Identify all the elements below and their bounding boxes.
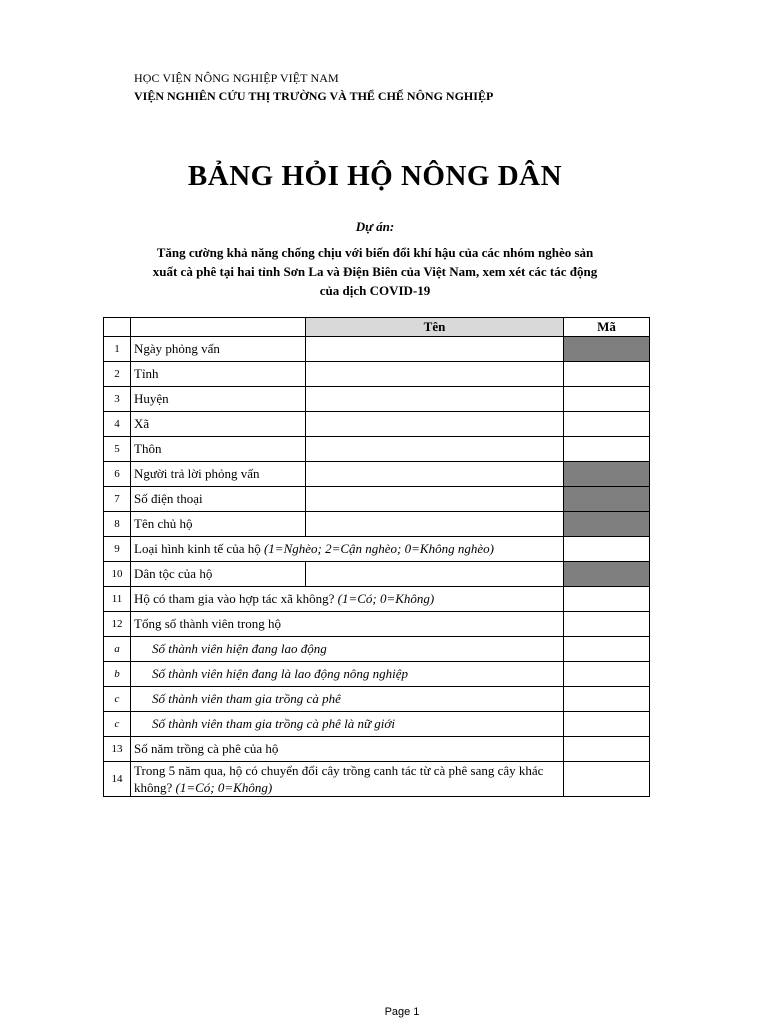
question-cell [131, 587, 564, 612]
row-label: Thôn [131, 437, 306, 462]
code-cell[interactable] [564, 687, 650, 712]
row-number: 13 [104, 737, 131, 762]
row-number: 9 [104, 537, 131, 562]
row-letter: b [104, 662, 131, 687]
code-cell [564, 337, 650, 362]
row-letter: a [104, 637, 131, 662]
table-row [104, 612, 650, 637]
row-number: 5 [104, 437, 131, 462]
project-description: Tăng cường khả năng chống chịu với biến đổi khí hậu của các nhóm nghèo sản xuất cà phê tại hai tỉnh Sơn La và Điện Biên của Việt Nam, xem xét các tác động của dịch COVID-19 [152, 245, 598, 298]
table-row [104, 762, 650, 797]
name-cell[interactable] [306, 437, 564, 462]
name-cell[interactable] [306, 387, 564, 412]
code-cell[interactable] [564, 762, 650, 797]
code-cell[interactable] [564, 712, 650, 737]
code-cell [564, 462, 650, 487]
table-row [104, 687, 650, 712]
question-text: Số năm trồng cà phê của hộ [131, 737, 564, 762]
question-cell [131, 712, 564, 737]
row-number: 6 [104, 462, 131, 487]
survey-table [103, 317, 650, 797]
table-row [104, 487, 650, 512]
row-label: Xã [131, 412, 306, 437]
org-line-2: VIỆN NGHIÊN CỨU THỊ TRƯỜNG VÀ THỂ CHẾ NÔNG NGHIỆP [134, 89, 494, 103]
row-label: Huyện [131, 387, 306, 412]
name-cell[interactable] [306, 362, 564, 387]
code-cell [564, 562, 650, 587]
answer-code-note: (1=Có; 0=Không) [175, 780, 273, 795]
row-letter: c [104, 712, 131, 737]
code-cell[interactable] [564, 587, 650, 612]
table-row [104, 587, 650, 612]
table-row [104, 712, 650, 737]
org-line-1: HỌC VIỆN NÔNG NGHIỆP VIỆT NAM [134, 71, 339, 85]
code-cell[interactable] [564, 662, 650, 687]
question-text: Hộ có tham gia vào hợp tác xã không? [134, 591, 338, 606]
answer-code-note: (1=Có; 0=Không) [337, 591, 435, 606]
code-cell[interactable] [564, 637, 650, 662]
sub-question-text: Số thành viên hiện đang lao động [152, 641, 327, 656]
name-cell[interactable] [306, 462, 564, 487]
table-row [104, 737, 650, 762]
code-cell[interactable] [564, 412, 650, 437]
row-label: Dân tộc của hộ [131, 562, 306, 587]
sub-question-text: Số thành viên tham gia trồng cà phê là nữ giới [152, 716, 395, 731]
header-code-cell: Mã [564, 318, 650, 337]
header-name-cell: Tên [306, 318, 564, 337]
code-cell[interactable] [564, 737, 650, 762]
table-row [104, 362, 650, 387]
code-cell [564, 512, 650, 537]
question-cell [131, 662, 564, 687]
question-text: Loại hình kinh tế của hộ [134, 541, 264, 556]
row-number: 7 [104, 487, 131, 512]
row-label: Ngày phỏng vấn [131, 337, 306, 362]
table-row [104, 512, 650, 537]
table-row [104, 412, 650, 437]
page-number: Page 1 [384, 1006, 420, 1018]
row-number: 11 [104, 587, 131, 612]
page-title: BẢNG HỎI HỘ NÔNG DÂN [187, 160, 563, 192]
row-letter: c [104, 687, 131, 712]
row-label: Người trả lời phỏng vấn [131, 462, 306, 487]
row-number: 4 [104, 412, 131, 437]
question-text: Trong 5 năm qua, hộ có chuyển đổi cây trồng canh tác từ cà phê sang cây khác không? [134, 763, 544, 795]
sub-question-text: Số thành viên hiện đang là lao động nông nghiệp [152, 666, 409, 681]
name-cell[interactable] [306, 337, 564, 362]
table-row [104, 337, 650, 362]
table-row [104, 637, 650, 662]
question-cell [131, 637, 564, 662]
name-cell[interactable] [306, 512, 564, 537]
name-cell[interactable] [306, 562, 564, 587]
header-num-cell [104, 318, 131, 337]
header-label-cell [131, 318, 306, 337]
table-row [104, 662, 650, 687]
row-number: 8 [104, 512, 131, 537]
row-label: Số điện thoại [131, 487, 306, 512]
table-row [104, 562, 650, 587]
project-label: Dự án: [355, 219, 395, 234]
row-number: 10 [104, 562, 131, 587]
table-row [104, 462, 650, 487]
table-row [104, 537, 650, 562]
row-number: 3 [104, 387, 131, 412]
name-cell[interactable] [306, 412, 564, 437]
table-row [104, 437, 650, 462]
row-number: 1 [104, 337, 131, 362]
question-text: Tổng số thành viên trong hộ [131, 612, 564, 637]
name-cell[interactable] [306, 487, 564, 512]
sub-question-text: Số thành viên tham gia trồng cà phê [152, 691, 341, 706]
row-number: 2 [104, 362, 131, 387]
code-cell[interactable] [564, 387, 650, 412]
code-cell[interactable] [564, 612, 650, 637]
table-row [104, 387, 650, 412]
question-cell [131, 537, 564, 562]
question-cell [131, 687, 564, 712]
table-header-row [104, 318, 650, 337]
code-cell [564, 487, 650, 512]
row-number: 14 [104, 762, 131, 797]
question-cell [131, 762, 564, 797]
code-cell[interactable] [564, 362, 650, 387]
answer-code-note: (1=Nghèo; 2=Cận nghèo; 0=Không nghèo) [263, 541, 494, 556]
code-cell[interactable] [564, 437, 650, 462]
row-number: 12 [104, 612, 131, 637]
code-cell[interactable] [564, 537, 650, 562]
row-label: Tên chủ hộ [131, 512, 306, 537]
row-label: Tỉnh [131, 362, 306, 387]
